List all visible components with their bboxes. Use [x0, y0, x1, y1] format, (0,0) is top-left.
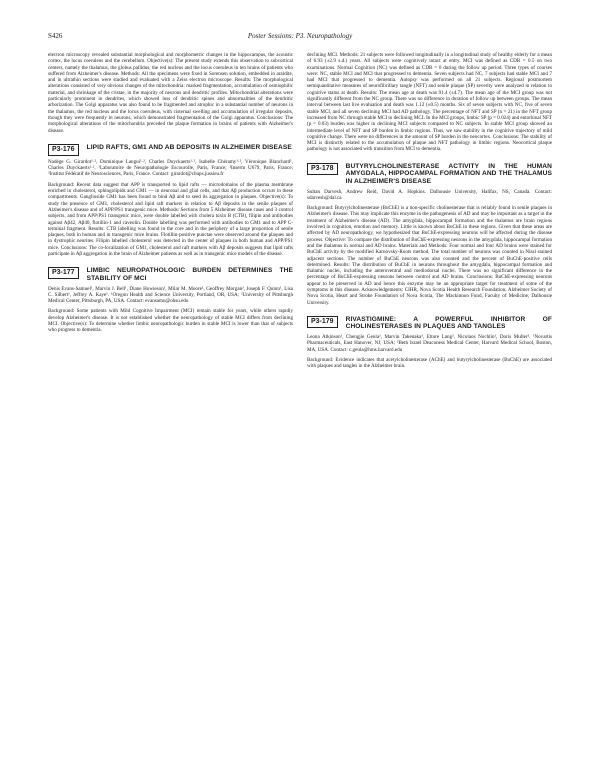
abstract-authors: Sultan Darvesh, Andrew Reid, David A. Hopkins. Dalhousie University, Halifax, NS, Canada. Contact: sdarvesh@dal.ca — [307, 188, 552, 201]
abstract-heading — [307, 316, 552, 331]
continuation-text: declining MCI. Methods: 21 subjects were followed longitudinally in a longitudinal study of healthy elderly for a mean of 6.93 (±2.9 s.d.) years. All subjects were cognitively intact at entry. MCI was defined as CDR = 0.5 on two examinations. Normal Cognition (NC) was defined as CDR = 0 during the follow up period. Three types of courses were: NC, stable MCI and MCI that progressed to dementia. Seven subjects had NC, 7 subjects had stable MCI and 7 had MCI that progressed to dementia. Autopsy was performed on all 21 subjects. Regional postmortem semiquantitative measures of neurofibrillary tangle (NFT) and senile plaque (SP) severity were analyzed in relation to cognitive status at death. Results: The mean age at death was 91.4 (±4.7). The mean age of the MCI group was not significantly different from the NC group. There was no difference in duration of follow up between groups. The mean interval between last live evaluation and death was 1.12 (±0.5) months. Six of seven subjects with NC, five of seven stable MCI, and all seven declining MCI had AD pathology. The percentage of NFT and SP (n = 21) in the NFT group increased from NC through stable MCI to declining MCI. In the MCI groups, limbic SP (p = 0.024) and entorhinal NFT (p = 0.03) burden was higher in declining MCI subjects compared to NC subjects. In stable MCI group showed an intermediate level of NFT and SP burden in limbic regions. Thus, we saw stability in the cognitive trajectory of mild cognitive change. There were no differences in the amount of SP burden in the neocortex. Conclusions: The stability of MCI is distinctly related to the accumulation of plaque and NFT pathology in limbic regions. Neocortical plaque pathology is not associated with transition from MCI to dementia. — [307, 52, 552, 153]
abstract-id: P3-179 — [307, 316, 338, 328]
page-number: S426 — [48, 32, 63, 40]
abstract-body: Background: Evidence indicates that acetylcholinesterase (AChE) and butyrylcholinesterase (BuChE) are associated with plaques and tangles in the Alzheimer brain. — [307, 356, 552, 370]
continuation-text: electron microscopy revealed substantial morphological and morphometric changes in the hippocampus, the acoustic cortex, the locus coeruleus and the cerebellum. Objective(s): The present study extends this observation to subcortical centers, namely the thalamus, the globus pallidus, the red nucleus and the locus coeruleus in ten brains of patients who suffered from Alzheimer's disease. Methods: All the specimens were fixed in Sorensen solution, embedded in araldite, and in ultrathin sections were studied and evaluated with a Zeiss electron microscope. Results: The morphological alterations consisted of very obvious changes of the mitochondria: marked fragmentation, accumulation of osmiophilic material, and shrinkage of the cristae, in the majority of neurons and dendritic profiles. Mitochondrial alterations were particularly prominent in dendrites, which showed loss of dendritic spines and abnormalities of the dendritic arborization. The Golgi apparatus was also found to be fragmented and atrophic in a substantial number of neurons in the thalamus, the red nucleus and the locus coeruleus, with cisternal swelling and accumulation of irregular deposits, though they were frequently in neurons, which demonstrated fragmentation of the Golgi apparatus. Conclusions: The morphological alterations of the mitochondria preceded the plaque formation in brains of patients with Alzheimer's disease. — [48, 52, 293, 134]
abstract-title: LIMBIC NEUROPATHOLOGIC BURDEN DETERMINES THE STABILITY OF MCI — [86, 267, 293, 282]
abstract-id: P3-178 — [307, 163, 338, 175]
abstract-heading — [307, 163, 552, 186]
abstract-heading — [48, 144, 293, 156]
abstract-heading — [48, 267, 293, 282]
abstract-authors: Nadège G. Girardot¹·², Dominique Langui¹·², Charles Duyckaerts¹·², Isabelle Chéramy¹·², Véronique Blanchard¹, Charles Duyckaerts¹·², ¹Laboratoire de Neuropathologie Escourolle, Paris, France; ²Inserm U679, Paris, France; ³Institut Fédératif de Neurosciences, Paris, France. Contact: girardot@chups.jussieu.fr — [48, 158, 293, 178]
page-header — [48, 32, 552, 46]
abstract-authors: Leona Atkinson¹, Chengjie Geula², Marvin Takenaka³, Ettore Lang², Nicolaos Nochlin¹, Doris Muller². ¹Novartis Pharmaceuticals, East Hanover, NJ, USA; ²Beth Israel Deaconess Medical Center, Harvard Medical School, Boston, MA, USA. Contact: c.geula@hms.harvard.edu — [307, 334, 552, 353]
left-column — [48, 52, 293, 768]
abstract-id: P3-176 — [48, 144, 79, 156]
abstract — [48, 144, 293, 257]
abstract-authors: Denis Evans-Samuel¹, Marvin J. Bell¹, Diane Howieson¹, Milar M. Moore¹, Geoffrey Morgan², Joseph F. Quinn¹, Lisa C. Silbert¹, Jeffrey A. Kaye¹. ¹Oregon Health and Science University, Portland, OR, USA; ²University of Pittsburgh Medical Center, Pittsburgh, PA, USA. Contact: evansamu@ohsu.edu — [48, 285, 293, 305]
abstract-body: Background: Recent data suggest that APP is transported to lipid rafts — microdomains of the plasma membrane enriched in cholesterol, sphingolipids and GM1 — in neuronal and glial cells, and that Aβ production occurs in these compartments. Ganglioside GM1 has been found to bind Aβ and to seed its aggregation in plaques. Objective(s): To study the presence of GM1, cholesterol and lipid raft markers in relation to Aβ deposits in the senile plaques of Alzheimer's disease and of APP/PS1 transgenic mice. Methods: Sections from 5 Alzheimer disease cases and 3 control subjects, and from APP/PS1 transgenic mice, were double labelled with cholera toxin B (CTB), filipin and antibodies against Aβ42, Aβ40, flotillin-1 and caveolin. Double labelling was performed with antibodies to GM1 and to APP C-terminal fragment. Results: CTB labelling was found in the core and in the periphery of a large proportion of senile plaques, both in human and in transgenic mice brains. Flotillin-positive punctae were observed around the plaques and in dystrophic neurites. Filipin labelled cholesterol was detected in the center of plaques in both human and APP/PS1 mice. Conclusions: The co-localization of GM1, cholesterol and raft markers with Aβ deposits suggests that lipid rafts participate in Aβ aggregation in the brain of Alzheimer patients as well as in transgenic mice models of the disease. — [48, 181, 293, 258]
running-title: Poster Sessions: P3. Neuropathology — [247, 32, 353, 40]
abstract-body: Background: Some patients with Mild Cognitive Impairment (MCI) remain stable for years, while others rapidly develop Alzheimer's disease. It is not established whether the neuropathology of stable MCI differs from declining MCI. Objective(s): To determine whether limbic neuropathologic burden in stable MCI is lower than that of subjects who progress to dementia. — [48, 308, 293, 334]
abstract-body: Background: Butyrylcholinesterase (BuChE) is a non-specific cholinesterase that is reliably found in senile plaques in Alzheimer's disease. This may implicate this enzyme in the pathogenesis of AD and may be important as a target in the treatment of Alzheimer's disease (AD). The amygdala, hippocampal formation and the thalamus are brain regions involved in cognition, emotion and memory. Little is known about BuChE in these regions. Given that these areas are affected by AD neuropathology, we hypothesized that BuChE-expressing neurons will be affected during the disease process. Objective: To compare the distribution of BuChE-expressing neurons in the amygdala, hippocampal formation and the thalamus in normal and AD brains. Materials and Methods: Four normal and four AD brains were stained for BuChE activity by the modified Karnovsky-Roots method. The total number of neurons was counted in Nissl stained adjacent sections. The number of BuChE neurons was also counted and the percent of BuChE-positive cells determined. Results: The distribution of BuChE in neurons throughout the amygdala, hippocampal formation and thalamic nuclei, including the anteroventral and mediodorsal nuclei. There was no significant difference in the percentage of BuChE-expressing neurons between control and AD brains. Conclusions: BuChE-expressing neurons appear to be preserved in AD and hence this enzyme may be an appropriate target for treatment of some of the symptoms in this disease. Acknowledgements: CIHR, Nova Scotia Health Research Foundation, Alzheimer Society of Nova Scotia, Heart and Stroke Foundation of Nova Scotia, The Mackinnon Fund, Faculty of Medicine, Dalhousie University. — [307, 205, 552, 306]
abstract-title: RIVASTIGMINE: A POWERFUL INHIBITOR OF CHOLINESTERASES IN PLAQUES AND TANGLES — [345, 315, 552, 331]
abstract-id: P3-177 — [48, 267, 79, 279]
abstract — [307, 163, 552, 306]
abstract — [48, 267, 293, 333]
abstract — [307, 316, 552, 370]
abstract-title: BUTYRYLCHOLINESTERASE ACTIVITY IN THE HUMAN AMYGDALA, HIPPOCAMPAL FORMATION AND THE THALAMUS IN ALZHEIMER'S DISEASE — [345, 162, 552, 185]
right-column — [307, 52, 552, 768]
abstract-title: LIPID RAFTS, GM1 AND AΒ DEPOSITS IN ALZHEIMER DISEASE — [86, 143, 292, 151]
